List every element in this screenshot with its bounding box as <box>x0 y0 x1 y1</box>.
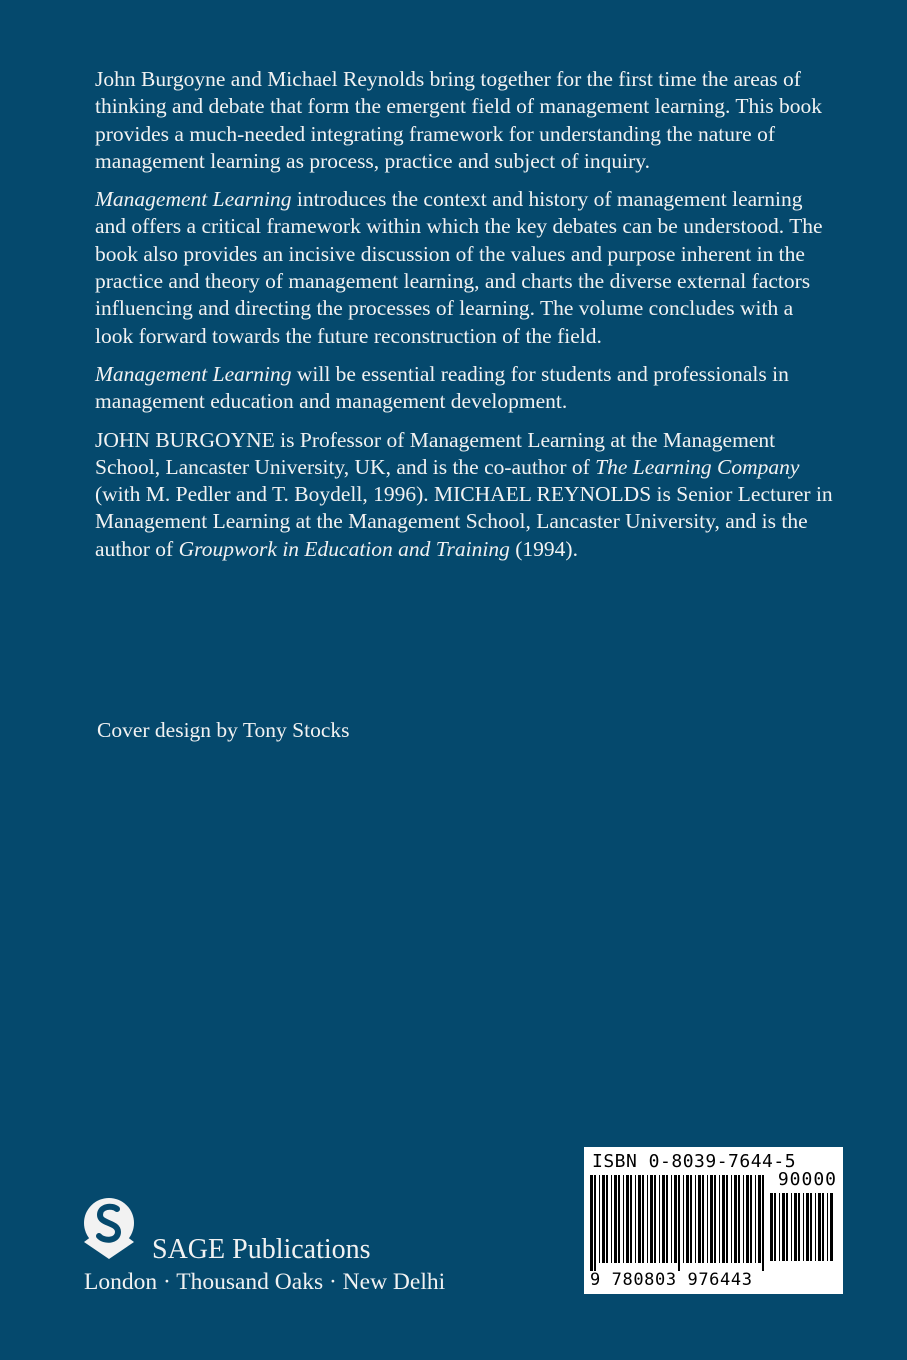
barcode-bar <box>794 1193 797 1261</box>
barcode-bar <box>635 1175 636 1263</box>
blurb-paragraph-2 <box>95 186 835 350</box>
barcode-bar <box>602 1175 605 1263</box>
publisher-cities: London · Thousand Oaks · New Delhi <box>84 1269 446 1295</box>
barcode-bar <box>686 1175 689 1263</box>
barcode-bar <box>726 1175 728 1263</box>
blurb-paragraph-1: John Burgoyne and Michael Reynolds bring together for the first time the areas of thinking and debate that form the emergent field of management learning. This book provides a much-needed integrating framework for understanding the nature of management learning as process, practice and subject of inquiry. <box>95 67 823 173</box>
barcode-bar <box>770 1193 773 1261</box>
isbn-text: ISBN 0-8039-7644-5 <box>592 1151 797 1172</box>
barcode-bar <box>786 1193 788 1261</box>
barcode-bar <box>650 1175 653 1263</box>
barcode-bar <box>662 1175 665 1263</box>
barcode-bar <box>803 1193 804 1261</box>
barcode-bar <box>654 1175 656 1263</box>
barcode-bar <box>683 1175 684 1263</box>
barcode-bar <box>690 1175 692 1263</box>
barcode-bar <box>779 1193 780 1261</box>
barcode-bar <box>623 1175 624 1263</box>
barcode-bar <box>719 1175 720 1263</box>
back-cover-blurb <box>95 66 835 563</box>
barcode-bar <box>827 1193 828 1261</box>
barcode-bar <box>671 1175 672 1263</box>
barcode-bar <box>806 1193 809 1261</box>
barcode-bar <box>659 1175 660 1263</box>
barcode-bar <box>666 1175 668 1263</box>
barcode-bar <box>599 1175 600 1263</box>
barcode-bar <box>750 1175 752 1263</box>
barcode-bar <box>611 1175 612 1263</box>
barcode-bar <box>791 1193 792 1261</box>
blurb-paragraph-3-text: will be essential reading for students and professionals in management education and management development. <box>95 361 789 414</box>
blurb-paragraph-3 <box>95 361 835 416</box>
blurb-paragraph-2-text: introduces the context and history of management learning and offers a critical framework within which the key debates can be understood. The book also provides an incisive discussion of the values and purpose inherent in the practice and theory of management learning, and charts the diverse external factors influencing and directing the processes of learning. The volume concludes with a look forward towards the future reconstruction of the field. <box>95 187 823 348</box>
barcode-bar <box>674 1175 677 1263</box>
isbn-barcode <box>584 1147 843 1294</box>
barcode-bar <box>642 1175 644 1263</box>
barcode-bar <box>647 1175 648 1263</box>
barcode-bar <box>722 1175 725 1263</box>
barcode-bar <box>695 1175 696 1263</box>
barcode-bar <box>590 1175 593 1271</box>
barcode-bar <box>762 1175 764 1271</box>
author-bios <box>95 427 835 563</box>
barcode-bar <box>738 1175 740 1263</box>
barcode-bar <box>810 1193 812 1261</box>
book-title: Management Learning <box>95 187 292 212</box>
barcode-bar <box>626 1175 629 1263</box>
addon-barcode-bars <box>770 1193 836 1269</box>
barcode-bar <box>731 1175 732 1263</box>
barcode-bar <box>774 1193 776 1261</box>
barcode-bar <box>818 1193 821 1261</box>
barcode-bar <box>698 1175 701 1263</box>
price-code: 90000 <box>777 1169 837 1190</box>
barcode-bar <box>707 1175 708 1263</box>
barcode-bar <box>743 1175 744 1263</box>
barcode-bar <box>815 1193 816 1261</box>
barcode-bar <box>755 1175 756 1263</box>
bio-burgoyne-tail: (with M. Pedler and T. Boydell, 1996). <box>95 482 429 507</box>
barcode-bar <box>758 1175 761 1263</box>
barcode-bar <box>714 1175 716 1263</box>
bio-reynolds-tail: (1994). <box>509 536 578 561</box>
barcode-bar <box>614 1175 617 1263</box>
ean-barcode-bars <box>590 1175 766 1271</box>
bio-reynolds-text: MICHAEL REYNOLDS is Senior Lecturer in Management Learning at the Management School, Lancaster University, and is the author of <box>95 482 833 561</box>
bio-reynolds-book: Groupwork in Education and Training <box>178 536 510 561</box>
barcode-bar <box>606 1175 608 1263</box>
barcode-bar <box>702 1175 704 1263</box>
sage-s-logo-icon <box>82 1196 136 1260</box>
barcode-bar <box>630 1175 632 1263</box>
publisher-name: SAGE Publications <box>152 1234 371 1265</box>
barcode-bar <box>822 1193 824 1261</box>
barcode-bar <box>594 1175 596 1271</box>
ean-digits: 9 780803 976443 <box>590 1270 753 1290</box>
bio-burgoyne-book: The Learning Company <box>595 454 800 479</box>
barcode-bar <box>710 1175 713 1263</box>
barcode-bar <box>782 1193 785 1261</box>
barcode-bar <box>618 1175 620 1263</box>
cover-design-credit: Cover design by Tony Stocks <box>97 718 350 742</box>
barcode-bar <box>638 1175 641 1263</box>
barcode-bar <box>734 1175 737 1263</box>
barcode-bar <box>798 1193 800 1261</box>
book-title: Management Learning <box>95 361 292 386</box>
barcode-bar <box>746 1175 749 1263</box>
barcode-bar <box>830 1193 833 1261</box>
barcode-bar <box>678 1175 680 1271</box>
bio-burgoyne-text: JOHN BURGOYNE is Professor of Management Learning at the Management School, Lancaster University, UK, and is the co-author of <box>95 427 776 479</box>
